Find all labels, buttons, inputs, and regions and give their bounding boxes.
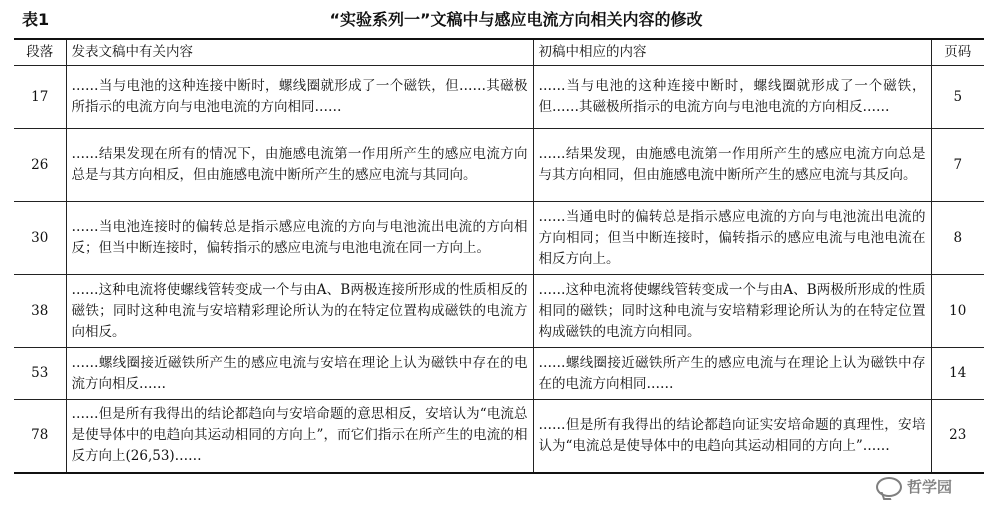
table-row <box>14 129 984 202</box>
page-cell: 5 <box>931 66 984 129</box>
published-cell: ……结果发现在所有的情况下，由施感电流第一作用所产生的感应电流方向总是与其方向相反，但由施感电流中断所产生的感应电流与其同向。 <box>66 129 533 202</box>
table-row <box>14 66 984 129</box>
draft-cell: ……当与电池的这种连接中断时，螺线圈就形成了一个磁铁，但……其磁极所指示的电流方向与电池电流的方向相反…… <box>533 66 931 129</box>
page-cell: 10 <box>931 275 984 348</box>
watermark-text: 哲学园 <box>906 478 952 496</box>
paragraph-cell: 30 <box>14 202 66 275</box>
watermark <box>876 476 952 497</box>
table-row <box>14 275 984 348</box>
draft-cell: ……当通电时的偏转总是指示感应电流的方向与电池流出电流的方向相同；但当中断连接时，偏转指示的感应电流与电池电流在相反方向上。 <box>533 202 931 275</box>
draft-cell: ……这种电流将使螺线管转变成一个与由A、B两极所形成的性质相同的磁铁；同时这种电流与安培精彩理论所认为的在特定位置构成磁铁的电流方向相同。 <box>533 275 931 348</box>
draft-cell: ……但是所有我得出的结论都趋向证实安培命题的真理性，安培认为“电流总是使导体中的电趋向其运动相同的方向上”…… <box>533 400 931 473</box>
header-paragraph: 段落 <box>14 39 66 66</box>
table-number: 表1 <box>22 10 50 29</box>
page-cell: 7 <box>931 129 984 202</box>
published-cell: ……螺线圈接近磁铁所产生的感应电流与安培在理论上认为磁铁中存在的电流方向相反…… <box>66 348 533 400</box>
published-cell: ……当电池连接时的偏转总是指示感应电流的方向与电池流出电流的方向相反；但当中断连接时，偏转指示的感应电流与电池电流在同一方向上。 <box>66 202 533 275</box>
comparison-table <box>14 38 984 474</box>
table-row <box>14 202 984 275</box>
table-row <box>14 400 984 473</box>
header-published: 发表文稿中有关内容 <box>66 39 533 66</box>
header-row <box>14 39 984 66</box>
chat-bubble-icon <box>876 477 902 497</box>
published-cell: ……但是所有我得出的结论都趋向与安培命题的意思相反，安培认为“电流总是使导体中的电趋向其运动相同的方向上”，而它们指示在所产生的电流的相反方向上(26,53)…… <box>66 400 533 473</box>
paragraph-cell: 17 <box>14 66 66 129</box>
table-title: “实验系列一”文稿中与感应电流方向相关内容的修改 <box>329 10 703 29</box>
page-cell: 23 <box>931 400 984 473</box>
table-row <box>14 348 984 400</box>
header-draft: 初稿中相应的内容 <box>533 39 931 66</box>
draft-cell: ……结果发现，由施感电流第一作用所产生的感应电流方向总是与其方向相同，但由施感电流中断所产生的感应电流与其反向。 <box>533 129 931 202</box>
table-caption <box>0 0 992 36</box>
header-page: 页码 <box>931 39 984 66</box>
paragraph-cell: 53 <box>14 348 66 400</box>
page-cell: 14 <box>931 348 984 400</box>
paragraph-cell: 38 <box>14 275 66 348</box>
page-cell: 8 <box>931 202 984 275</box>
published-cell: ……这种电流将使螺线管转变成一个与由A、B两极连接所形成的性质相反的磁铁；同时这种电流与安培精彩理论所认为的在特定位置构成磁铁的电流方向相反。 <box>66 275 533 348</box>
published-cell: ……当与电池的这种连接中断时，螺线圈就形成了一个磁铁，但……其磁极所指示的电流方向与电池电流的方向相同…… <box>66 66 533 129</box>
paragraph-cell: 78 <box>14 400 66 473</box>
draft-cell: ……螺线圈接近磁铁所产生的感应电流与在理论上认为磁铁中存在的电流方向相同…… <box>533 348 931 400</box>
paragraph-cell: 26 <box>14 129 66 202</box>
